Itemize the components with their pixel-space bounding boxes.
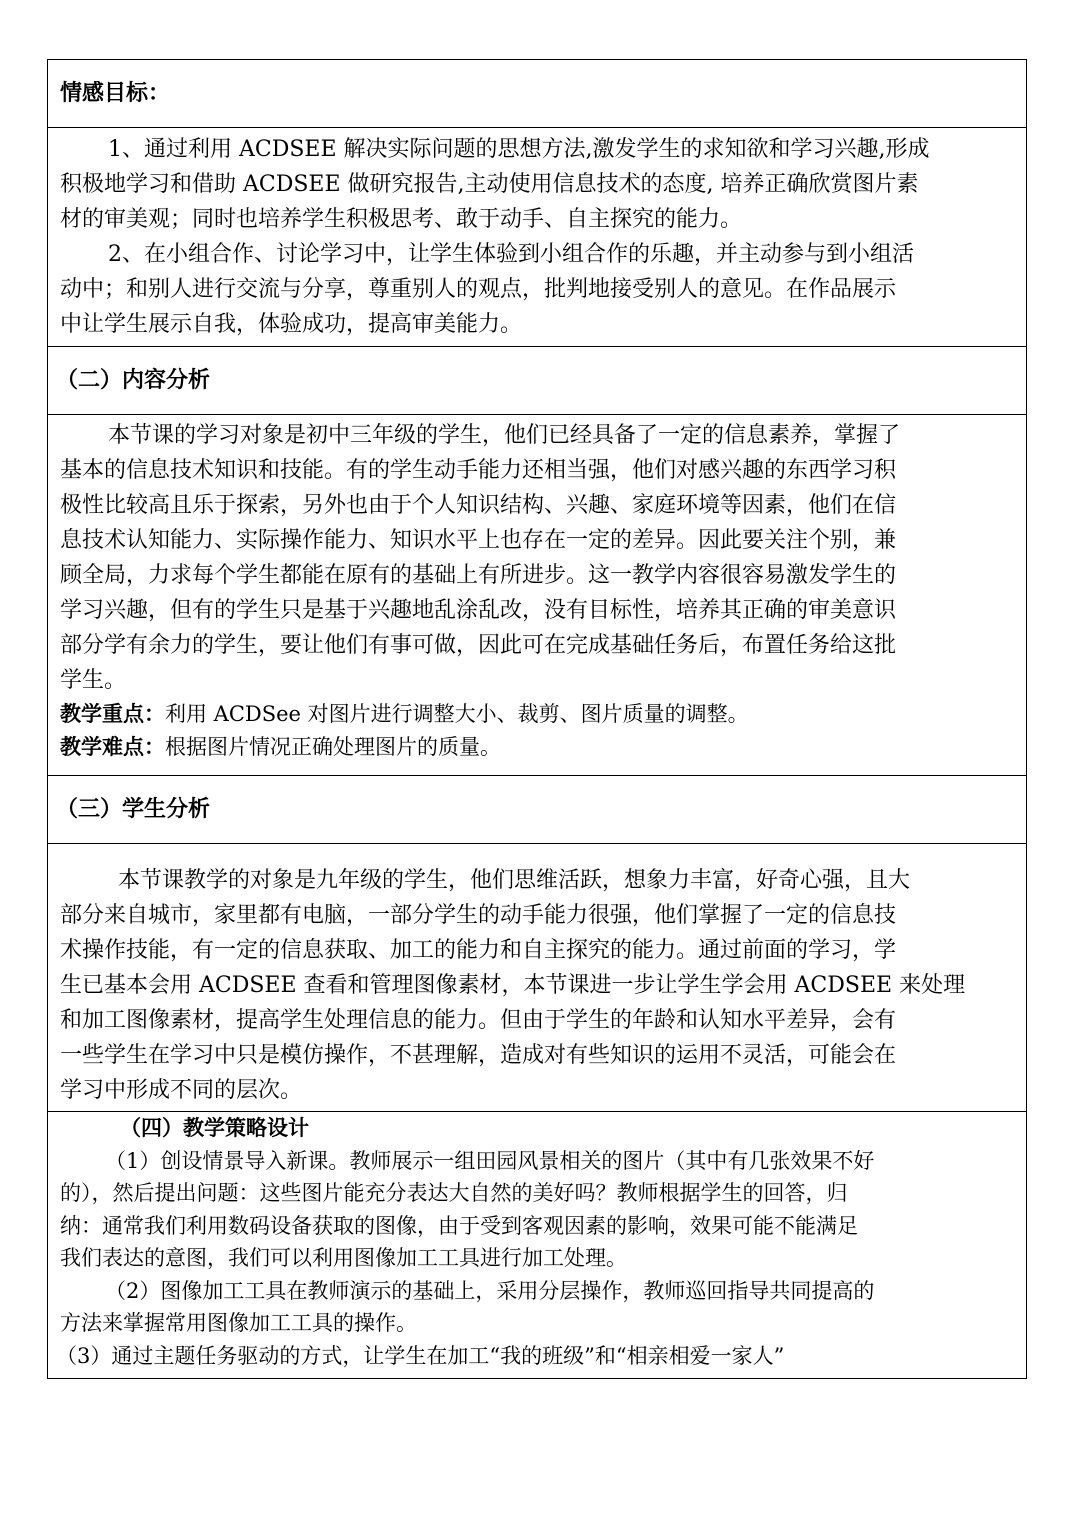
- teaching-key-label: 教学重点：: [60, 701, 165, 726]
- paragraph-line: 本节课教学的对象是九年级的学生，他们思维活跃，想象力丰富，好奇心强，且大: [118, 868, 911, 893]
- paragraph-line: 术操作技能，有一定的信息获取、加工的能力和自主探究的能力。通过前面的学习，学: [60, 938, 897, 963]
- paragraph-line: 纳：通常我们利用数码设备获取的图像，由于受到客观因素的影响，效果可能不能满足: [60, 1213, 858, 1238]
- paragraph-line: 方法来掌握常用图像加工工具的操作。: [60, 1311, 417, 1335]
- student-analysis-header-cell: [48, 776, 1027, 844]
- teaching-difficulty: [60, 731, 1016, 764]
- paragraph-line: （1）创设情景导入新课。教师展示一组田园风景相关的图片（其中有几张效果不好: [105, 1148, 875, 1173]
- paragraph-line: 学习兴趣，但有的学生只是基于兴趣地乱涂乱改，没有目标性，培养其正确的审美意识: [60, 598, 897, 623]
- strategy-body-cell: [48, 1112, 1027, 1379]
- teaching-difficulty-label: 教学难点：: [60, 733, 165, 759]
- teaching-difficulty-text: 根据图片情况正确处理图片的质量。: [165, 734, 501, 759]
- paragraph-line: 1、通过利用 ACDSEE 解决实际问题的思想方法,激发学生的求知欲和学习兴趣,形成: [108, 137, 930, 162]
- paragraph-line: 部分来自城市，家里都有电脑，一部分学生的动手能力很强，他们掌握了一定的信息技: [60, 903, 897, 928]
- paragraph-line: 基本的信息技术知识和技能。有的学生动手能力还相当强，他们对感兴趣的东西学习积: [60, 458, 897, 483]
- paragraph-line: （2）图像加工工具在教师演示的基础上，采用分层操作，教师巡回指导共同提高的: [105, 1278, 875, 1303]
- paragraph-line: 学习中形成不同的层次。: [60, 1078, 303, 1103]
- emotion-goal-title: 情感目标：: [60, 80, 171, 106]
- paragraph-line: （3）通过主题任务驱动的方式，让学生在加工“我的班级”和“相亲相爱一家人”: [56, 1343, 785, 1368]
- paragraph-line: 本节课的学习对象是初中三年级的学生，他们已经具备了一定的信息素养，掌握了: [108, 423, 901, 448]
- paragraph-line: 生已基本会用 ACDSEE 查看和管理图像素材，本节课进一步让学生学会用 ACDSEE 来处理: [60, 973, 966, 998]
- paragraph-line: 部分学有余力的学生，要让他们有事可做，因此可在完成基础任务后，布置任务给这批: [60, 633, 897, 658]
- teaching-key-point: [60, 698, 1016, 731]
- paragraph-line: 2、在小组合作、讨论学习中，让学生体验到小组合作的乐趣，并主动参与到小组活: [108, 242, 914, 267]
- paragraph-line: 息技术认知能力、实际操作能力、知识水平上也存在一定的差异。因此要关注个别，兼: [60, 528, 897, 553]
- paragraph-line: 顾全局，力求每个学生都能在原有的基础上有所进步。这一教学内容很容易激发学生的: [60, 563, 897, 588]
- paragraph-line: 中让学生展示自我，体验成功，提高审美能力。: [60, 312, 523, 337]
- lesson-plan-table: [47, 59, 1027, 1379]
- content-analysis-body-cell: [48, 415, 1027, 776]
- emotion-goal-body-cell: [48, 128, 1027, 347]
- paragraph-line: 我们表达的意图，我们可以利用图像加工工具进行加工处理。: [60, 1246, 627, 1270]
- paragraph-line: 动中；和别人进行交流与分享，尊重别人的观点，批判地接受别人的意见。在作品展示: [60, 277, 897, 302]
- strategy-title: （四）教学策略设计: [120, 1115, 309, 1140]
- paragraph-line: 材的审美观；同时也培养学生积极思考、敢于动手、自主探究的能力。: [60, 207, 743, 232]
- paragraph-line: 和加工图像素材，提高学生处理信息的能力。但由于学生的年龄和认知水平差异，会有: [60, 1008, 897, 1033]
- paragraph-line: 学生。: [60, 668, 127, 693]
- student-analysis-title: （三）学生分析: [56, 796, 211, 822]
- paragraph-line: 积极地学习和借助 ACDSEE 做研究报告,主动使用信息技术的态度, 培养正确欣赏图片素: [60, 172, 919, 197]
- paragraph-line: 极性比较高且乐于探索，另外也由于个人知识结构、兴趣、家庭环境等因素，他们在信: [60, 493, 897, 518]
- content-analysis-title: （二）内容分析: [56, 367, 211, 393]
- content-analysis-header-cell: [48, 347, 1027, 415]
- paragraph-line: 一些学生在学习中只是模仿操作，不甚理解，造成对有些知识的运用不灵活，可能会在: [60, 1043, 897, 1068]
- student-analysis-body-cell: [48, 844, 1027, 1112]
- emotion-goal-header-cell: [48, 60, 1027, 128]
- teaching-key-text: 利用 ACDSee 对图片进行调整大小、裁剪、图片质量的调整。: [165, 702, 749, 726]
- paragraph-line: 的），然后提出问题：这些图片能充分表达大自然的美好吗？教师根据学生的回答，归: [60, 1181, 848, 1205]
